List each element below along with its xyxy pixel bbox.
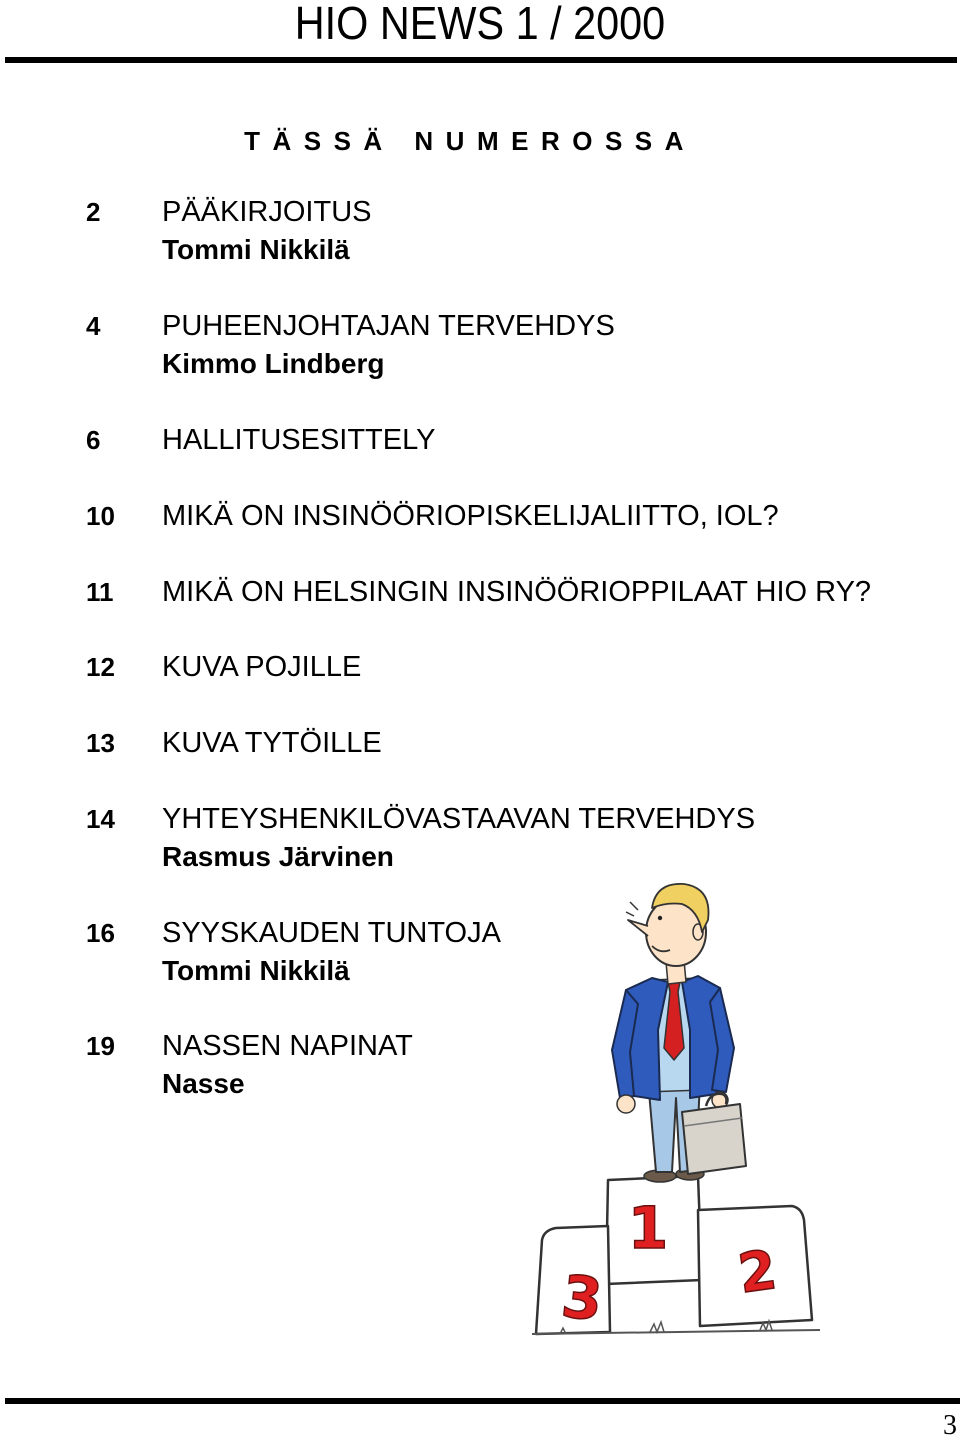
toc-page-number: 16 [86, 918, 115, 948]
podium-number-1: 1 [627, 1194, 669, 1262]
podium-number-3: 3 [558, 1262, 606, 1335]
toc-author: Tommi Nikkilä [162, 955, 350, 986]
toc-title: NASSEN NAPINAT [162, 1030, 413, 1062]
toc-page-number: 2 [86, 197, 101, 227]
toc-page-number: 11 [86, 577, 114, 607]
toc-page-number: 4 [86, 311, 101, 341]
toc-title: KUVA POJILLE [162, 651, 362, 683]
toc-title: KUVA TYTÖILLE [162, 727, 382, 759]
toc-page-number: 13 [86, 728, 115, 758]
toc-page-number: 19 [86, 1031, 115, 1061]
header-divider [5, 57, 957, 63]
toc-title: MIKÄ ON INSINÖÖRIOPISKELIJALIITTO, IOL? [162, 500, 779, 532]
businessman [612, 884, 746, 1182]
toc-title: YHTEYSHENKILÖVASTAAVAN TERVEHDYS [162, 803, 756, 835]
toc-title: HALLITUSESITTELY [162, 424, 436, 456]
newsletter-title: HIO NEWS 1 / 2000 [294, 0, 666, 49]
toc-author: Rasmus Järvinen [162, 841, 394, 872]
toc-page-number: 14 [86, 804, 115, 834]
toc-title: PÄÄKIRJOITUS [162, 196, 372, 228]
toc-page-number: 10 [86, 501, 115, 531]
toc-author: Nasse [162, 1068, 245, 1099]
footer-divider [5, 1398, 960, 1404]
page-number: 3 [943, 1410, 957, 1441]
toc-title: MIKÄ ON HELSINGIN INSINÖÖRIOPPILAAT HIO RY? [162, 576, 872, 608]
podium-businessman-illustration [530, 880, 820, 1340]
contents-heading: TÄSSÄ NUMEROSSA [244, 126, 696, 156]
podium-number-2: 2 [734, 1237, 781, 1306]
toc-page-number: 12 [86, 652, 115, 682]
toc-author: Kimmo Lindberg [162, 348, 385, 379]
toc-title: SYYSKAUDEN TUNTOJA [162, 917, 501, 949]
toc-title: PUHEENJOHTAJAN TERVEHDYS [162, 310, 615, 342]
toc-page-number: 6 [86, 425, 101, 455]
toc-author: Tommi Nikkilä [162, 234, 350, 265]
